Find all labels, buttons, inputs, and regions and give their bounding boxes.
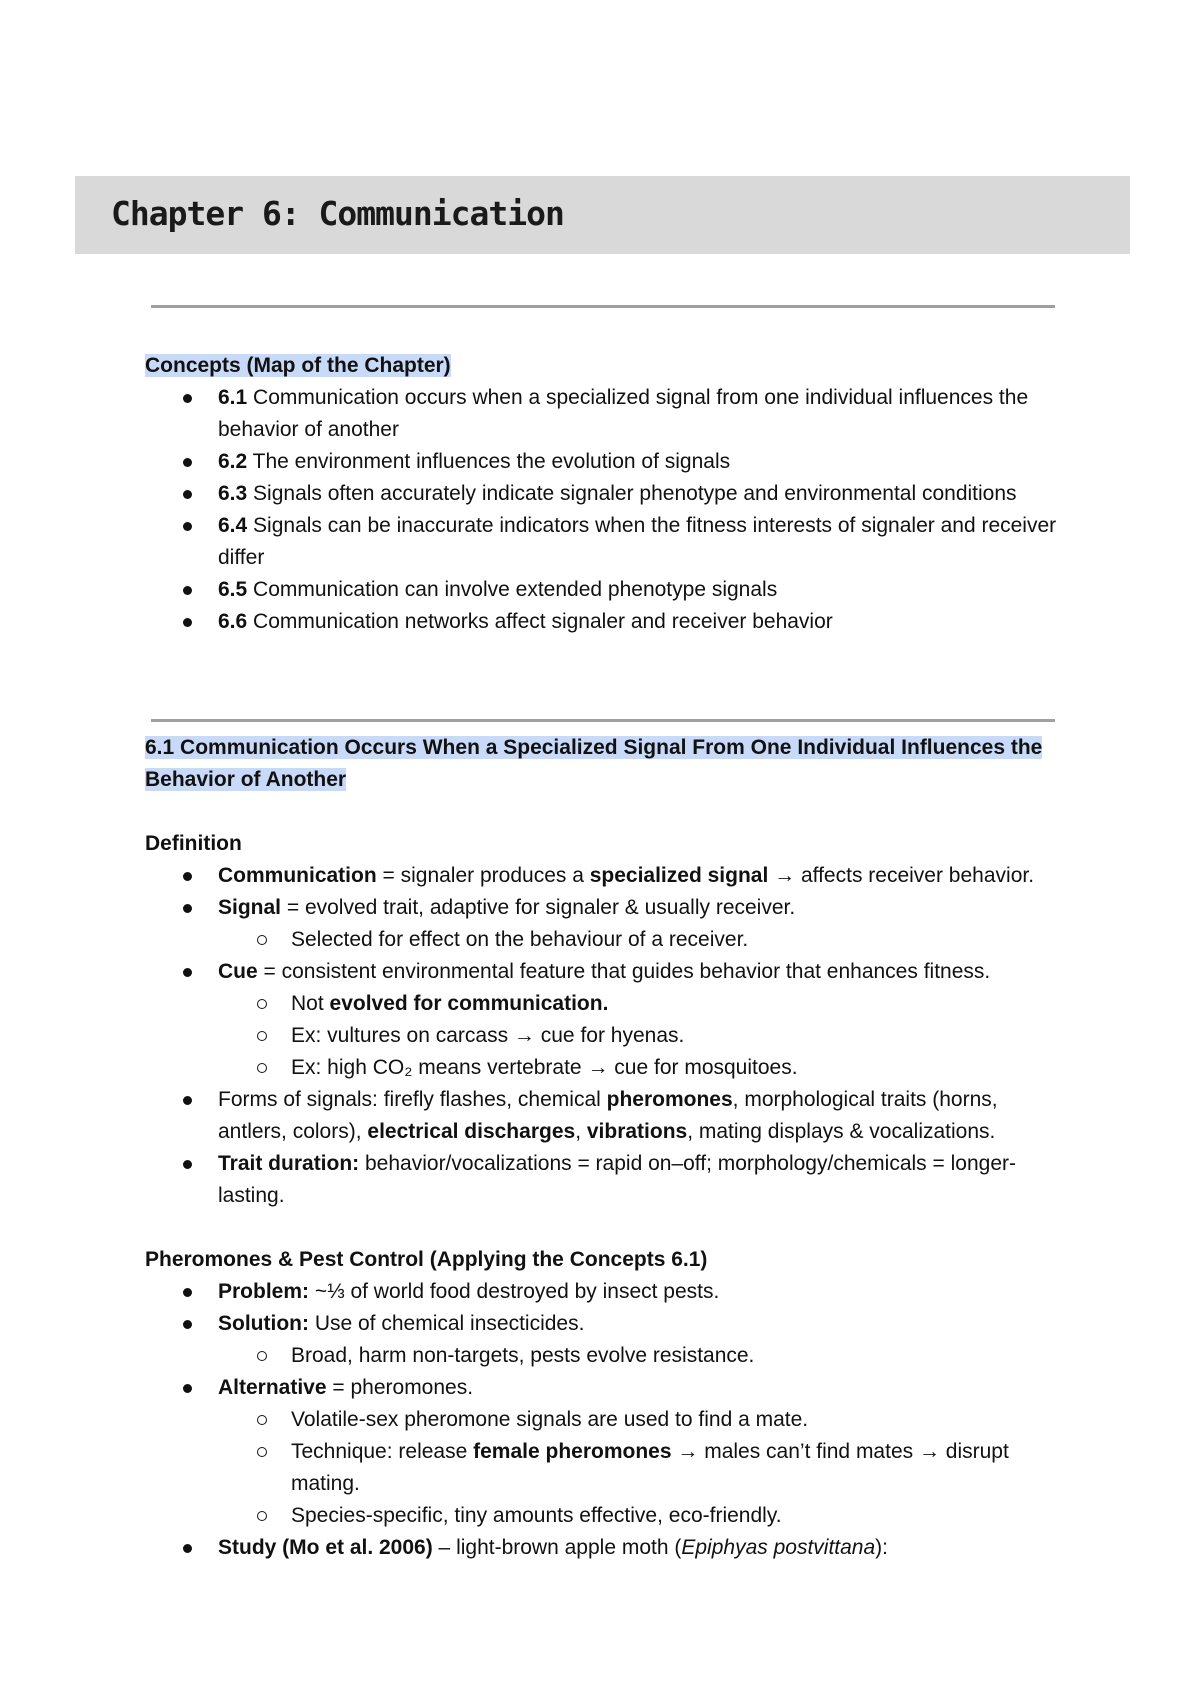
list-item: 6.2 The environment influences the evolution of signals — [145, 446, 1065, 478]
sub-list-item: Selected for effect on the behaviour of a receiver. — [145, 924, 1065, 956]
list-item: Alternative = pheromones. Volatile-sex pheromone signals are used to find a mate. Technique: release female pheromones → males can’t find mates → disrupt mating. Species-specific, tiny amounts effective, eco-friendly. — [145, 1372, 1065, 1532]
sub-list-item: Volatile-sex pheromone signals are used to find a mate. — [145, 1404, 1065, 1436]
list-item: Forms of signals: firefly flashes, chemical pheromones, morphological traits (horns, antlers, colors), electrical discharges, vibrations, mating displays & vocalizations. — [145, 1084, 1065, 1148]
definition-heading: Definition — [145, 832, 242, 855]
concepts-list — [145, 382, 1065, 638]
pheromones-heading: Pheromones & Pest Control (Applying the Concepts 6.1) — [145, 1248, 708, 1271]
chapter-title: Chapter 6: Communication — [111, 194, 564, 233]
list-item: 6.4 Signals can be inaccurate indicators when the fitness interests of signaler and receiver differ — [145, 510, 1065, 574]
sub-list-item: Technique: release female pheromones → males can’t find mates → disrupt mating. — [145, 1436, 1065, 1500]
list-item: Communication = signaler produces a specialized signal → affects receiver behavior. — [145, 860, 1065, 892]
list-item: Trait duration: behavior/vocalizations = rapid on–off; morphology/chemicals = longer-lasting. — [145, 1148, 1065, 1212]
sub-list-item: Broad, harm non-targets, pests evolve resistance. — [145, 1340, 1065, 1372]
pheromones-list — [145, 1276, 1065, 1564]
list-item: 6.1 Communication occurs when a specialized signal from one individual influences the behavior of another — [145, 382, 1065, 446]
list-item: Signal = evolved trait, adaptive for signaler & usually receiver. Selected for effect on the behaviour of a receiver. — [145, 892, 1065, 956]
divider — [151, 719, 1055, 722]
list-item: Study (Mo et al. 2006) – light-brown apple moth (Epiphyas postvittana): — [145, 1532, 1065, 1564]
sub-list-item: Not evolved for communication. — [145, 988, 1065, 1020]
section-6-1 — [145, 732, 1065, 1564]
concepts-heading: Concepts (Map of the Chapter) — [145, 354, 451, 377]
sub-list-item: Ex: vultures on carcass → cue for hyenas. — [145, 1020, 1065, 1052]
list-item: 6.6 Communication networks affect signaler and receiver behavior — [145, 606, 1065, 638]
sub-list-item: Species-specific, tiny amounts effective, eco-friendly. — [145, 1500, 1065, 1532]
definition-list — [145, 860, 1065, 1212]
concepts-section — [145, 350, 1065, 638]
list-item: 6.5 Communication can involve extended phenotype signals — [145, 574, 1065, 606]
list-item: Cue = consistent environmental feature that guides behavior that enhances fitness. Not evolved for communication. Ex: vultures on carcass → cue for hyenas. Ex: high CO₂ means vertebrate → cue for mosquitoes. — [145, 956, 1065, 1084]
list-item: 6.3 Signals often accurately indicate signaler phenotype and environmental conditions — [145, 478, 1065, 510]
sub-list-item: Ex: high CO₂ means vertebrate → cue for mosquitoes. — [145, 1052, 1065, 1084]
section-heading: 6.1 Communication Occurs When a Specialized Signal From One Individual Influences the Behavior of Another — [145, 736, 1043, 791]
divider — [151, 305, 1055, 308]
list-item: Problem: ~⅓ of world food destroyed by insect pests. — [145, 1276, 1065, 1308]
chapter-title-bar — [75, 176, 1130, 254]
list-item: Solution: Use of chemical insecticides. Broad, harm non-targets, pests evolve resistance. — [145, 1308, 1065, 1372]
